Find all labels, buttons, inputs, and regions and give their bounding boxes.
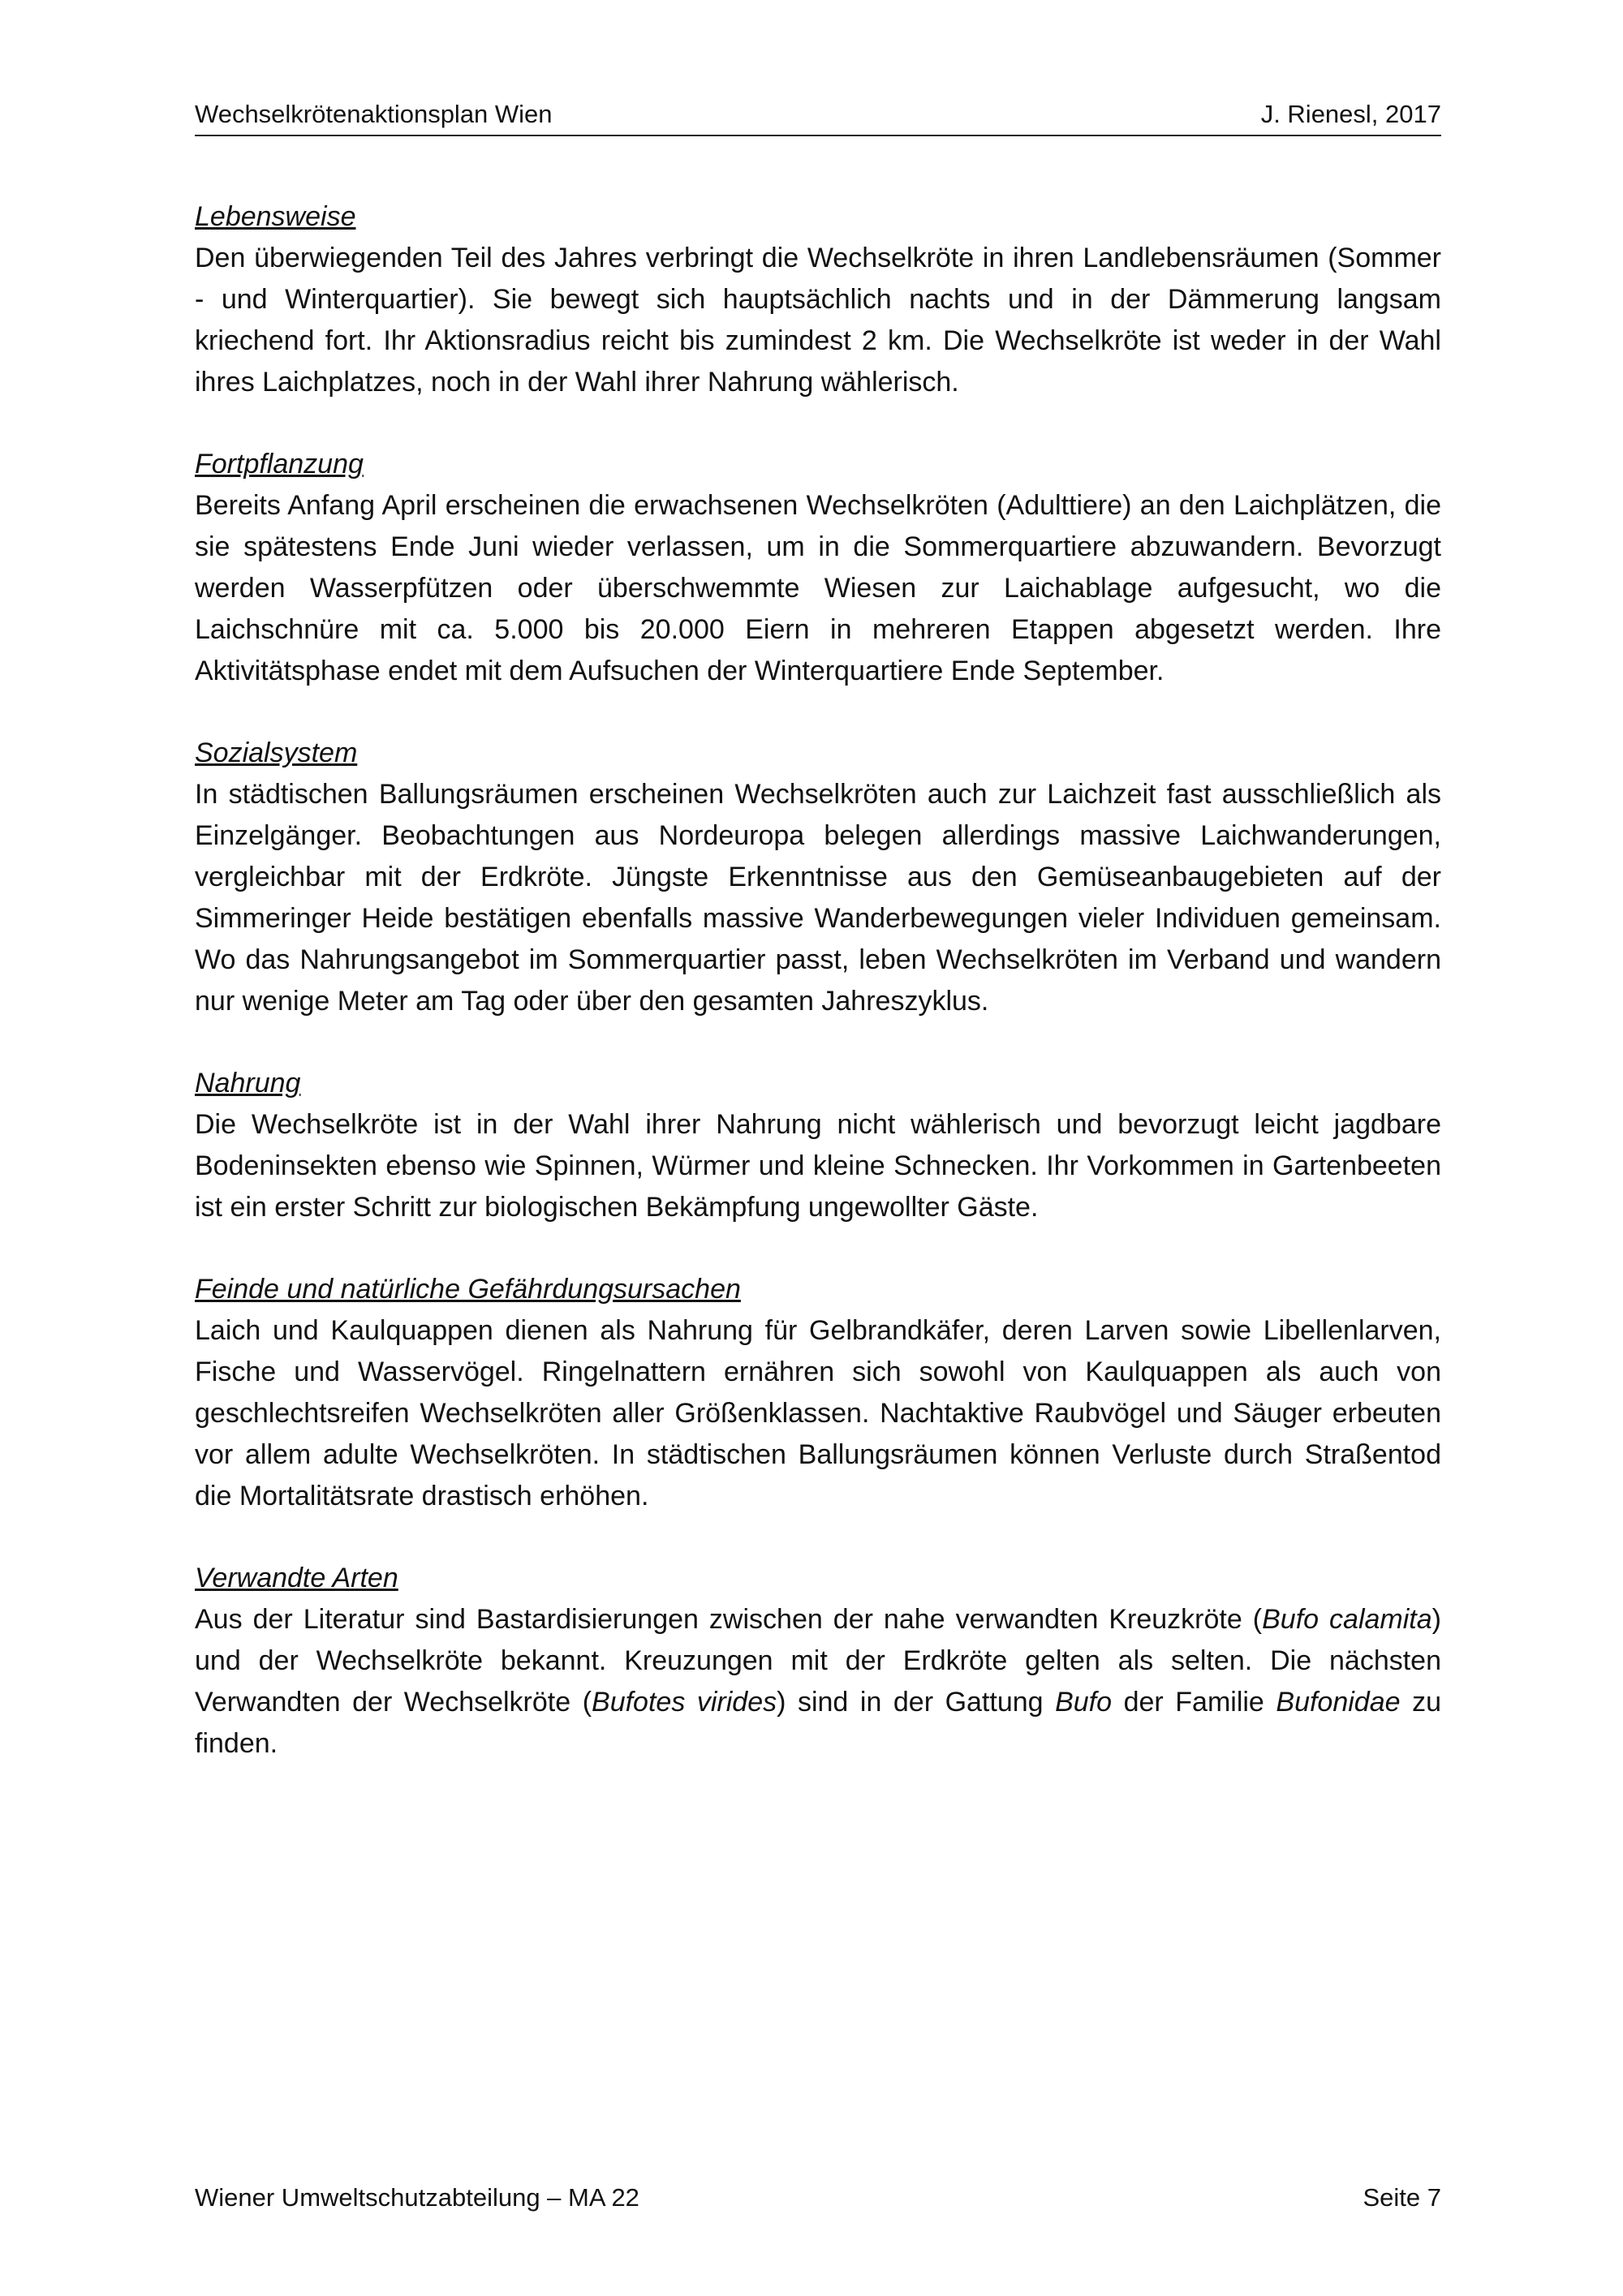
section-text-fortpflanzung: Bereits Anfang April erscheinen die erwachsenen Wechselkröten (Adulttiere) an den Laichplätzen, die sie spätestens Ende Juni wieder verlassen, um in die Sommerquartiere abzuwandern. Bevorzugt werden Wasserpfützen oder überschwemmte Wiesen zur Laichablage aufgesucht, wo die Laichschnüre mit ca. 5.000 bis 20.000 Eiern in mehreren Etappen abgesetzt werden. Ihre Aktivitätsphase endet mit dem Aufsuchen der Winterquartiere Ende September. — [195, 490, 1441, 686]
footer-page-number: Seite 7 — [1363, 2183, 1441, 2212]
header-document-title: Wechselkrötenaktionsplan Wien — [195, 100, 553, 128]
section-text-feinde: Laich und Kaulquappen dienen als Nahrung für Gelbrandkäfer, deren Larven sowie Libellenlarven, Fische und Wasservögel. Ringelnattern ernähren sich sowohl von Kaulquappen als auch von geschlechtsreifen Wechselkröten aller Größenklassen. Nachtaktive Raubvögel und Säuger erbeuten vor allem adulte Wechselkröten. In städtischen Ballungsräumen können Verluste durch Straßentod die Mortalitätsrate drastisch erhöhen. — [195, 1315, 1441, 1511]
text-run: Aus der Literatur sind Bastardisierungen zwischen der nahe verwandten Kreuzkröte ( — [195, 1604, 1263, 1635]
section-heading-lebensweise: Lebensweise — [195, 201, 356, 232]
section-heading-fortpflanzung: Fortpflanzung — [195, 449, 364, 479]
footer-organization: Wiener Umweltschutzabteilung – MA 22 — [195, 2183, 639, 2212]
section-text-lebensweise: Den überwiegenden Teil des Jahres verbringt die Wechselkröte in ihren Landlebensräumen (Sommer - und Winterquartier). Sie bewegt sich hauptsächlich nachts und in der Dämmerung langsam kriechend fort. Ihr Aktionsradius reicht bis zumindest 2 km. Die Wechselkröte ist weder in der Wahl ihres Laichplatzes, noch in der Wahl ihrer Nahrung wählerisch. — [195, 243, 1441, 398]
section-text-sozialsystem: In städtischen Ballungsräumen erscheinen Wechselkröten auch zur Laichzeit fast ausschließlich als Einzelgänger. Beobachtungen aus Nordeuropa belegen allerdings massive Laichwanderungen, vergleichbar mit der Erdkröte. Jüngste Erkenntnisse aus den Gemüseanbaugebieten auf der Simmeringer Heide bestätigen ebenfalls massive Wanderbewegungen vieler Individuen gemeinsam. Wo das Nahrungsangebot im Sommerquartier passt, leben Wechselkröten im Verband und wandern nur wenige Meter am Tag oder über den gesamten Jahreszyklus. — [195, 779, 1441, 1017]
page-footer — [195, 2178, 1441, 2218]
section-heading-nahrung: Nahrung — [195, 1068, 301, 1099]
section-heading-feinde: Feinde und natürliche Gefährdungsursachen — [195, 1274, 741, 1305]
family-name: Bufonidae — [1276, 1687, 1401, 1718]
document-body — [195, 196, 1441, 1805]
text-run: ) sind in der Gattung — [777, 1687, 1056, 1718]
section-nahrung — [195, 1063, 1441, 1228]
text-run: der Familie — [1112, 1687, 1276, 1718]
section-text-verwandte-arten — [195, 1599, 1441, 1765]
text-run: zu finden. — [195, 1687, 1441, 1759]
page-header — [195, 96, 1441, 136]
section-heading-verwandte-arten: Verwandte Arten — [195, 1563, 398, 1593]
section-lebensweise — [195, 196, 1441, 403]
species-name: Bufotes virides — [592, 1687, 777, 1718]
section-feinde — [195, 1269, 1441, 1517]
header-author-year: J. Rienesl, 2017 — [1260, 100, 1441, 128]
text-run: ) und der Wechselkröte bekannt. Kreuzungen mit der Erdkröte gelten als selten. Die nächsten Verwandten der Wechselkröte ( — [195, 1604, 1441, 1718]
section-heading-sozialsystem: Sozialsystem — [195, 737, 358, 768]
species-name: Bufo calamita — [1262, 1604, 1432, 1635]
section-text-nahrung: Die Wechselkröte ist in der Wahl ihrer Nahrung nicht wählerisch und bevorzugt leicht jagdbare Bodeninsekten ebenso wie Spinnen, Würmer und kleine Schnecken. Ihr Vorkommen in Gartenbeeten ist ein erster Schritt zur biologischen Bekämpfung ungewollter Gäste. — [195, 1109, 1441, 1223]
section-fortpflanzung — [195, 444, 1441, 692]
section-sozialsystem — [195, 733, 1441, 1022]
genus-name: Bufo — [1055, 1687, 1113, 1718]
section-verwandte-arten — [195, 1558, 1441, 1765]
